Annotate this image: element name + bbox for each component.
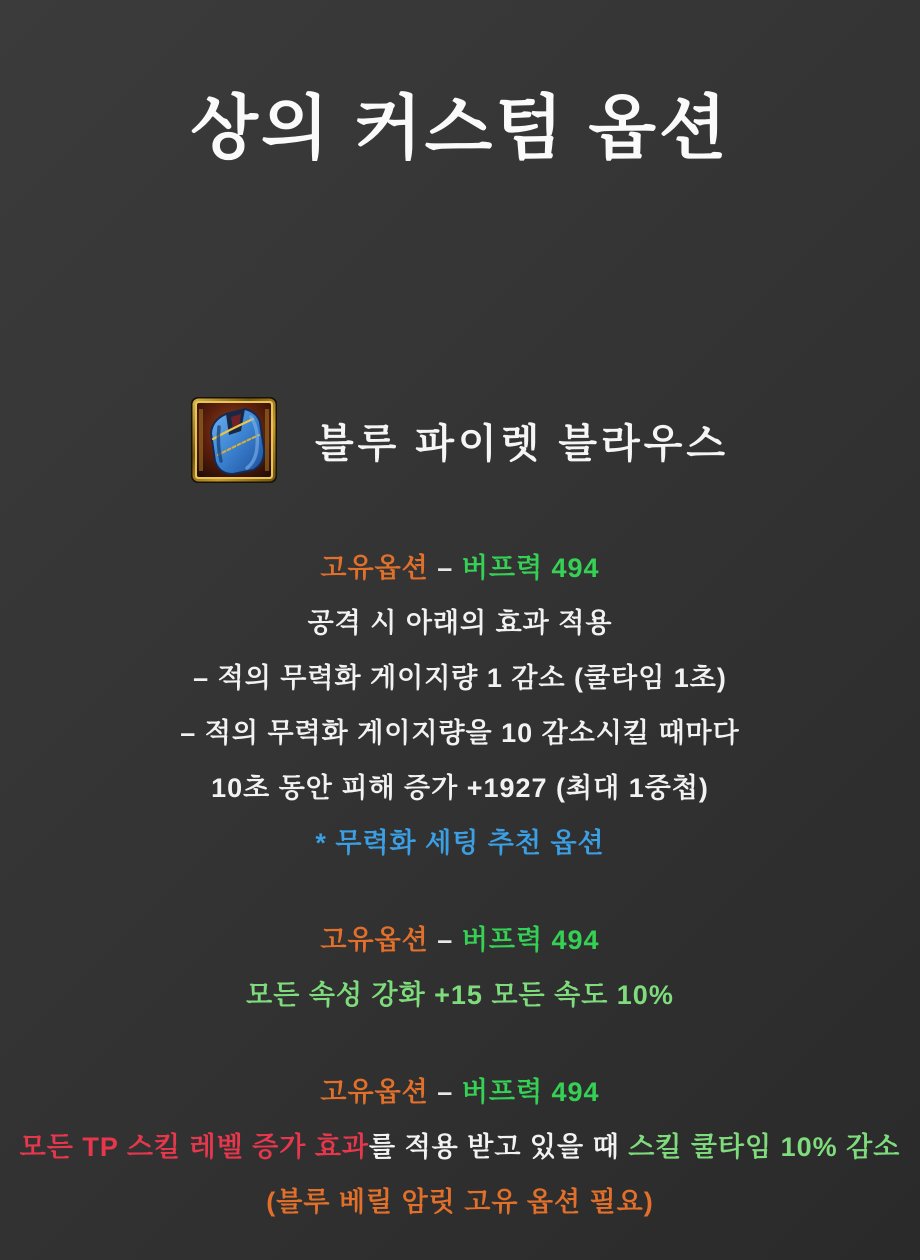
item-header [0, 397, 920, 483]
option-line [0, 596, 920, 651]
option-dash: – [428, 553, 462, 583]
option-line [0, 761, 920, 816]
option-block-1 [0, 541, 920, 871]
option-segment: 10초 동안 피해 증가 +1927 (최대 1중첩) [211, 773, 709, 803]
option-line [0, 816, 920, 871]
option-block-3 [0, 1065, 920, 1230]
option-segment: 를 적용 받고 있을 때 [369, 1132, 629, 1162]
option-header [0, 913, 920, 968]
option-label: 고유옵션 [320, 925, 429, 955]
option-value: 버프력 494 [461, 553, 600, 583]
option-line [0, 1120, 920, 1175]
option-label: 고유옵션 [320, 1077, 429, 1107]
option-segment: 스킬 쿨타임 10% 감소 [628, 1132, 901, 1162]
option-segment: 공격 시 아래의 효과 적용 [307, 608, 613, 638]
option-line [0, 968, 920, 1023]
item-icon-art [191, 397, 277, 483]
options-list [0, 541, 920, 1230]
item-name: 블루 파이렛 블라우스 [315, 421, 729, 466]
option-segment: * 무력화 세팅 추천 옵션 [315, 828, 605, 858]
option-header [0, 1065, 920, 1120]
option-segment: (블루 베릴 암릿 고유 옵션 필요) [266, 1187, 654, 1217]
option-label: 고유옵션 [320, 553, 429, 583]
option-line [0, 651, 920, 706]
option-block-2 [0, 913, 920, 1023]
option-segment: – 적의 무력화 게이지량을 10 감소시킬 때마다 [180, 718, 740, 748]
option-value: 버프력 494 [461, 1077, 600, 1107]
option-value: 버프력 494 [461, 925, 600, 955]
page-title: 상의 커스텀 옵션 [190, 89, 730, 167]
option-dash: – [428, 925, 462, 955]
option-segment: – 적의 무력화 게이지량 1 감소 (쿨타임 1초) [193, 663, 727, 693]
blue-pirate-blouse-icon [191, 397, 277, 483]
option-segment: 모든 속성 강화 +15 모든 속도 10% [246, 980, 674, 1010]
option-segment: 모든 TP 스킬 레벨 증가 효과 [19, 1132, 370, 1162]
option-dash: – [428, 1077, 462, 1107]
option-line [0, 706, 920, 761]
option-header [0, 541, 920, 596]
option-line [0, 1175, 920, 1230]
